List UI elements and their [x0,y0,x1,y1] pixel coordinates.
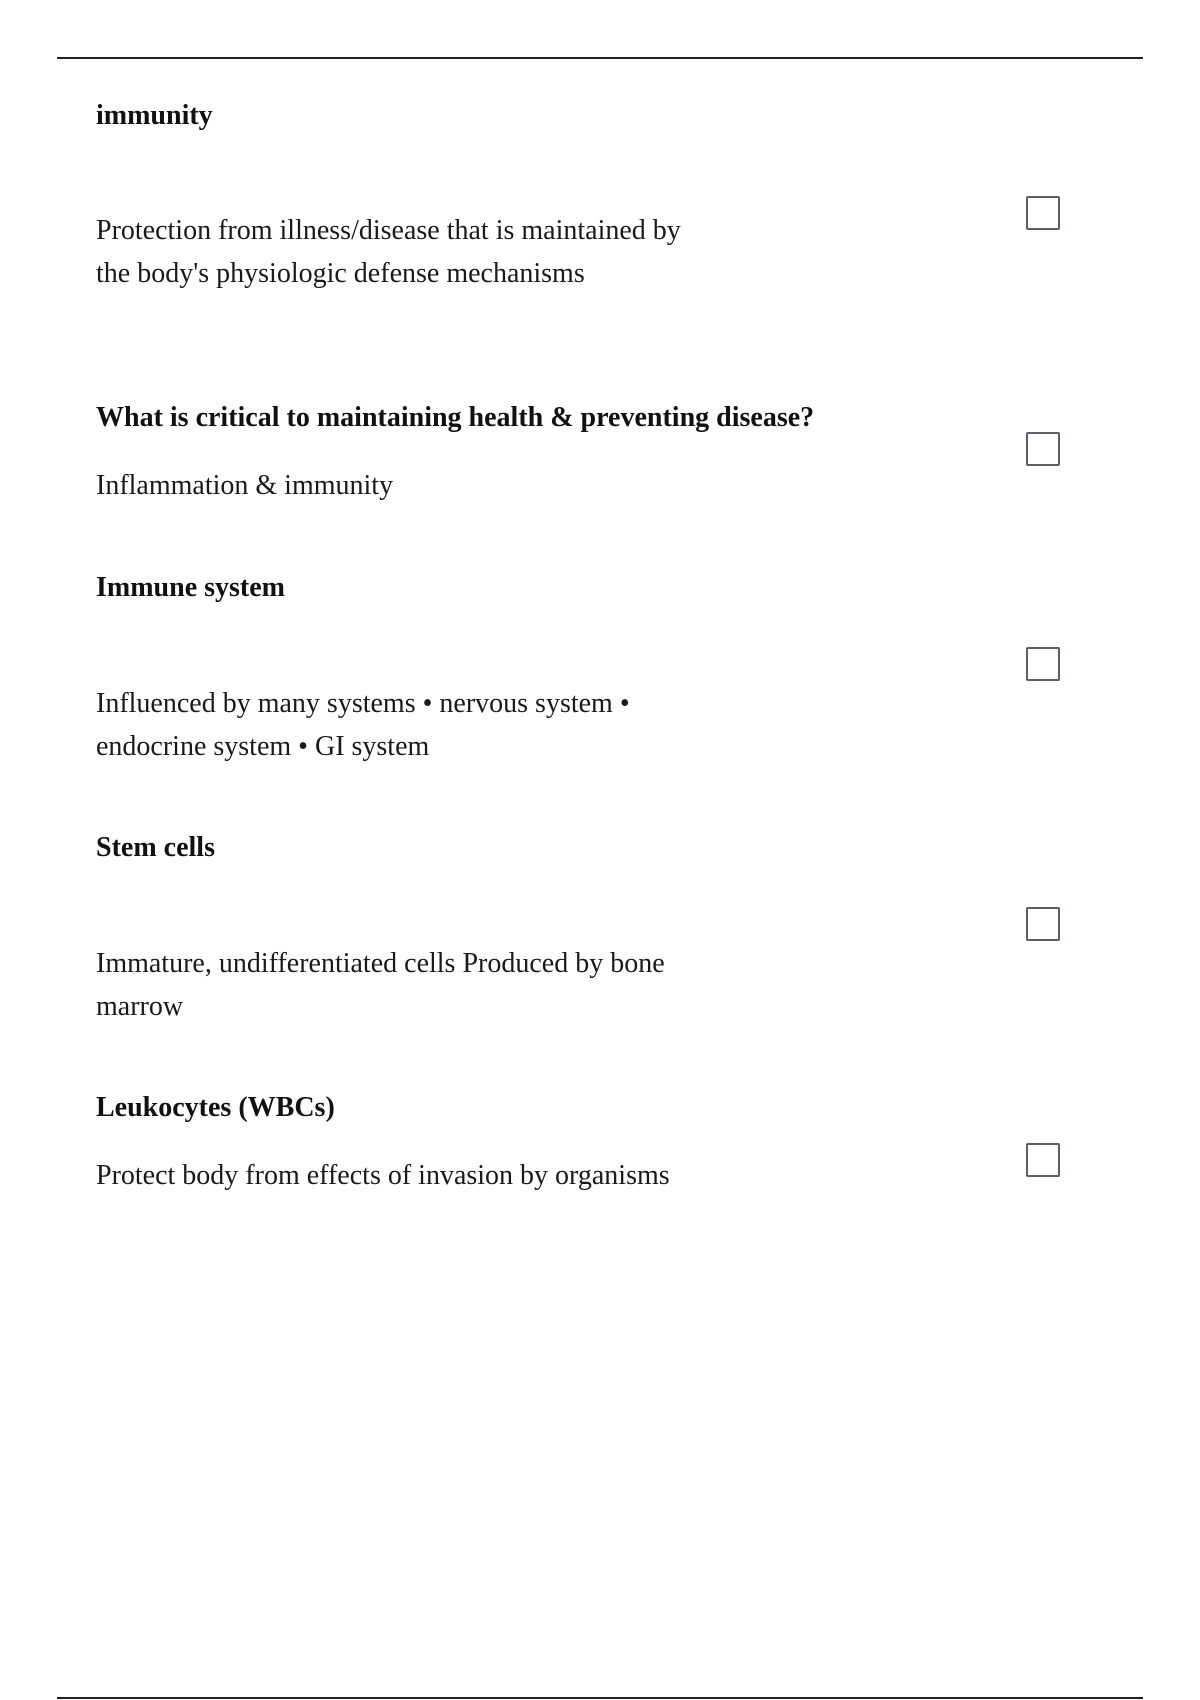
card-definition: Protection from illness/disease that is maintained by the body's physiologic defense mechanisms [96,215,681,289]
card-definition: Protect body from effects of invasion by organisms [96,1160,670,1191]
top-divider [57,57,1143,59]
bottom-divider [57,1697,1143,1699]
card-checkbox[interactable] [1026,196,1060,230]
card-checkbox[interactable] [1026,647,1060,681]
card-checkbox[interactable] [1026,432,1060,466]
card-definition: Influenced by many systems • nervous system • endocrine system • GI system [96,688,630,762]
card-checkbox[interactable] [1026,907,1060,941]
card-term: Leukocytes (WBCs) [96,1092,335,1123]
card-checkbox[interactable] [1026,1143,1060,1177]
card-definition: Immature, undifferentiated cells Produced by bone marrow [96,948,665,1022]
card-definition: Inflammation & immunity [96,470,394,501]
card-term: What is critical to maintaining health & preventing disease? [96,402,815,433]
card-term: immunity [96,100,213,131]
card-term: Stem cells [96,832,215,863]
card-term: Immune system [96,572,285,603]
